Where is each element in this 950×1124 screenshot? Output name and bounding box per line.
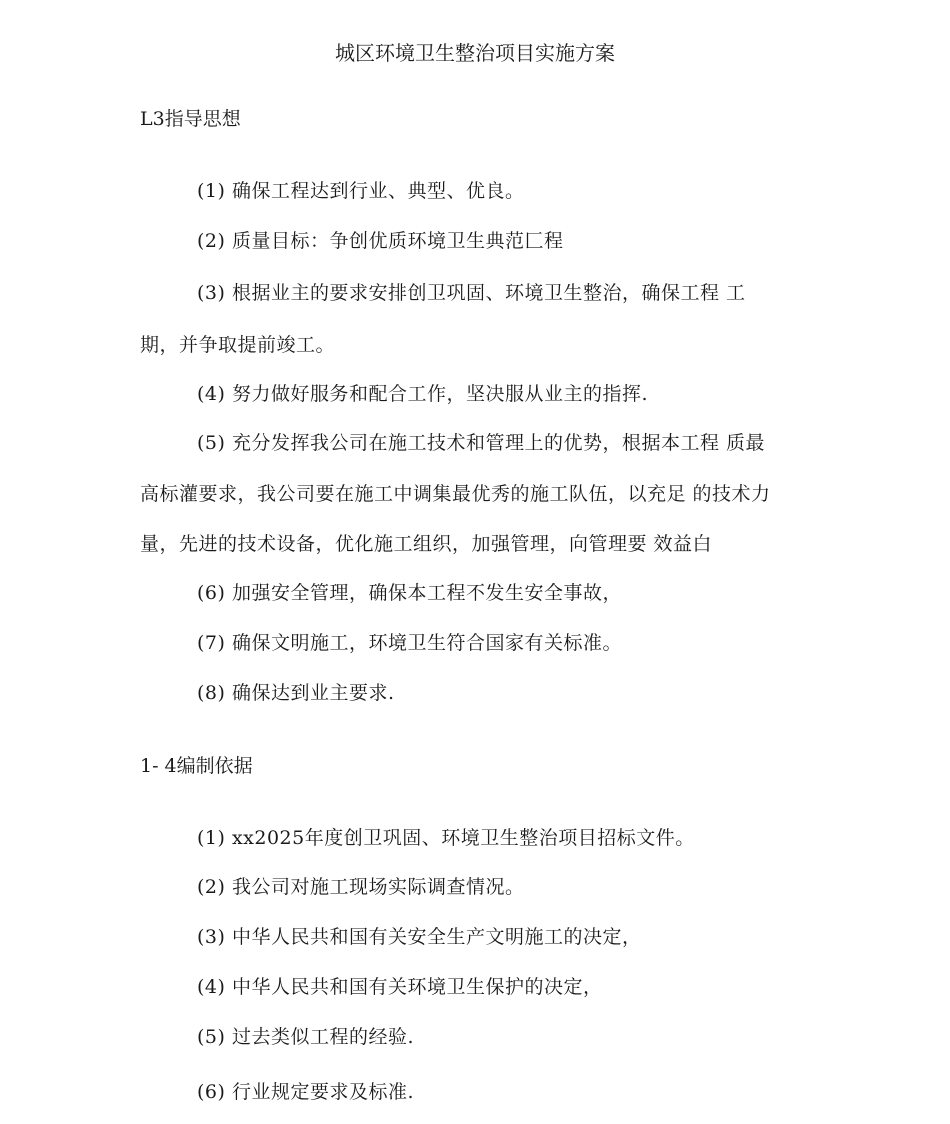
list-item: (8) 确保达到业主要求. — [197, 682, 395, 704]
section-heading-compilation-basis: 1- 4编制依据 — [140, 755, 253, 777]
list-item: (1) 确保工程达到行业、典型、优良。 — [197, 180, 525, 202]
document-title: 城区环境卫生整治项目实施方案 — [335, 41, 615, 65]
list-item: (6) 行业规定要求及标准. — [197, 1081, 414, 1103]
list-item: (5) 充分发挥我公司在施工技术和管理上的优势，根据本工程 质最 — [197, 432, 765, 454]
section-heading-guiding-principles: L3指导思想 — [140, 108, 241, 130]
list-item: (1) xx2025年度创卫巩固、环境卫生整治项目招标文件。 — [197, 827, 695, 849]
list-item-continuation: 期，并争取提前竣工。 — [140, 334, 336, 356]
list-item-continuation: 量，先进的技术设备，优化施工组织，加强管理，向管理要 效益白 — [140, 533, 713, 555]
list-item: (2) 质量目标：争创优质环境卫生典范匚程 — [197, 230, 564, 252]
list-item-continuation: 高标灌要求，我公司要在施工中调集最优秀的施工队伍，以充足 的技术力 — [140, 483, 771, 505]
list-item: (4) 努力做好服务和配合工作，坚决服从业主的指挥. — [197, 383, 648, 405]
list-item: (5) 过去类似工程的经验. — [197, 1026, 414, 1048]
list-item: (2) 我公司对施工现场实际调查情况。 — [197, 876, 525, 898]
list-item: (3) 根据业主的要求安排创卫巩固、环境卫生整治，确保工程 工 — [197, 282, 746, 304]
list-item: (3) 中华人民共和国有关安全生产文明施工的决定， — [197, 926, 642, 948]
list-item: (4) 中华人民共和国有关环境卫生保护的决定， — [197, 976, 603, 998]
list-item: (6) 加强安全管理，确保本工程不发生安全事故， — [197, 582, 622, 604]
list-item: (7) 确保文明施工，环境卫生符合国家有关标准。 — [197, 632, 622, 654]
